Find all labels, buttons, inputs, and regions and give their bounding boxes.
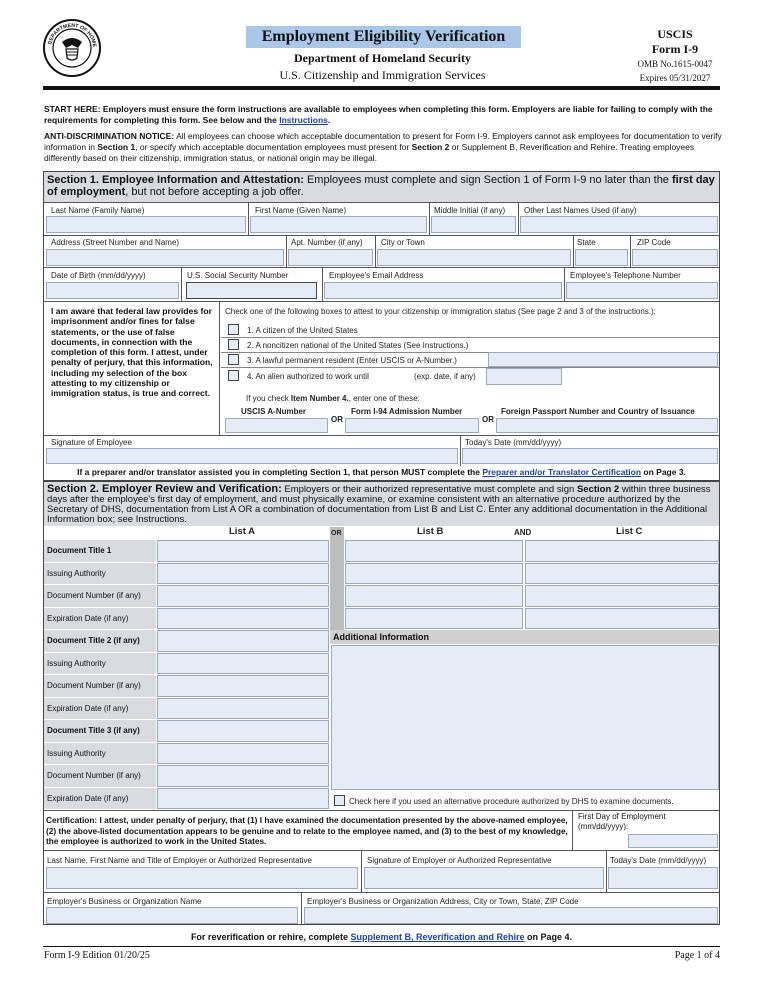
list-a-field[interactable] [157,675,329,697]
middle-initial-field[interactable] [431,216,516,233]
other-last-names-field[interactable] [520,216,718,233]
status-intro: Check one of the following boxes to attest to your citizenship or immigration status (See page 2 and 3 of the instructions.): [225,307,656,316]
status-checkbox-3[interactable] [228,354,239,365]
ssn-field[interactable] [186,282,317,299]
additional-info-header: Additional Information [330,630,719,644]
list-a-row-label: Issuing Authority [44,563,156,585]
business-name-field[interactable] [46,907,298,924]
employee-signature-label: Signature of Employee [51,438,132,447]
start-here-notice: START HERE: Employers must ensure the form instructions are available to employees when completing this form. Employers are liable for failing to comply with the requirements for completing this form. See below and the Instructions. [44,104,713,125]
list-a-field[interactable] [157,608,329,630]
phone-field[interactable] [566,282,718,299]
email-field[interactable] [324,282,562,299]
email-label: Employee's Email Address [329,271,424,280]
employee-date-label: Today's Date (mm/dd/yyyy) [465,438,562,447]
i94-field[interactable] [345,418,479,433]
phone-label: Employee's Telephone Number [570,271,681,280]
employer-name-field[interactable] [46,867,358,889]
preparer-notice: If a preparer and/or translator assisted you in completing Section 1, that person MUST complete the Preparer and/or Translator Certification on Page 3. [77,467,686,477]
list-a-field[interactable] [157,653,329,675]
list-a-row-label: Document Title 3 (if any) [44,720,156,742]
alt-procedure-checkbox[interactable] [334,795,345,806]
employer-signature-field[interactable] [364,867,604,889]
ssn-label: U.S. Social Security Number [187,271,289,280]
dob-field[interactable] [46,282,179,299]
department: Department of Homeland Security [294,51,471,65]
list-a-row-label: Expiration Date (if any) [44,788,156,810]
address-field[interactable] [46,249,284,266]
apt-number-label: Apt. Number (if any) [291,238,363,247]
expiration: Expires 05/31/2027 [639,73,711,83]
item4-instruction: If you check Item Number 4., enter one of these: [246,394,420,403]
passport-label: Foreign Passport Number and Country of Issuance [501,407,695,416]
city-label: City or Town [381,238,425,247]
additional-info-field[interactable] [331,645,719,790]
reverification-notice: For reverification or rehire, complete Supplement B, Reverification and Rehire on Page 4. [190,932,573,942]
list-a-header: List A [229,526,256,537]
section1-heading: Section 1. Employee Information and Attestation: Employees must complete and sign Section 1 of Form I-9 no later than the first day of employment, but not before accepting a job offer. [44,172,719,202]
list-c-field[interactable] [525,563,719,585]
list-a-row-label: Issuing Authority [44,653,156,675]
list-c-field[interactable] [525,608,719,630]
employer-signature-label: Signature of Employer or Authorized Representative [367,856,552,865]
item4-anum-field[interactable] [225,418,328,433]
anti-discrimination-notice: ANTI-DISCRIMINATION NOTICE: All employees can choose which acceptable documentation to present for Form I-9. Employers cannot ask employees for documentation to verify information in Section 1, or specify which acceptable documentation employees must present for Section 2 or Supplement B, Reverification and Rehire. Treating employees differently based on their citizenship, immigration status, or national origin may be illegal. [44,131,722,163]
list-a-field[interactable] [157,698,329,720]
list-c-field[interactable] [525,585,719,607]
zip-field[interactable] [632,249,718,266]
business-name-label: Employer's Business or Organization Name [47,897,202,906]
exp-date-label: (exp. date, if any) [414,372,476,381]
list-b-field[interactable] [345,608,523,630]
dob-label: Date of Birth (mm/dd/yyyy) [51,271,146,280]
status-checkbox-1[interactable] [228,324,239,335]
state-label: State [577,238,596,247]
employer-name-label: Last Name, First Name and Title of Employer or Authorized Representative [47,856,313,865]
business-address-field[interactable] [304,907,718,924]
and-label: AND [514,528,532,537]
section2-heading: Section 2. Employer Review and Verification: Employers or their authorized representative must complete and sign Section 2 within three business days after the employee's first day of employment, and must physically examine, or examine consistent with an alternative procedure authorized by the Secretary of DHS, documentation from List A OR a combination of documentation from List B and List C. Enter any additional documentation in the Additional Information box; see Instructions. [44,482,719,526]
status-option-4: 4. An alien authorized to work until [247,372,369,381]
status-option-1: 1. A citizen of the United States [247,326,358,335]
list-a-row-label: Issuing Authority [44,743,156,765]
state-field[interactable] [575,249,628,266]
first-day-label: First Day of Employment (mm/dd/yyyy): [578,812,666,831]
list-a-row-label: Document Title 1 [44,540,156,562]
list-b-field[interactable] [345,540,523,562]
list-a-field[interactable] [157,563,329,585]
list-a-row-label: Document Title 2 (if any) [44,630,156,652]
business-address-label: Employer's Business or Organization Address, City or Town, State, ZIP Code [307,897,579,906]
alt-procedure-label: Check here if you used an alternative procedure authorized by DHS to examine documents. [349,797,674,806]
form-number: Form I-9 [651,42,699,56]
uscis-a-number-field[interactable] [488,352,718,367]
middle-initial-label: Middle Initial (if any) [434,206,506,215]
list-a-row-label: Document Number (if any) [44,765,156,787]
city-field[interactable] [377,249,571,266]
list-a-field[interactable] [157,630,329,652]
list-b-field[interactable] [345,563,523,585]
list-a-row-label: Expiration Date (if any) [44,698,156,720]
last-name-label: Last Name (Family Name) [51,206,145,215]
first-day-field[interactable] [628,834,718,848]
list-a-field[interactable] [157,540,329,562]
agency: U.S. Citizenship and Immigration Services [279,68,486,82]
list-a-row-label: Document Number (if any) [44,675,156,697]
apt-number-field[interactable] [288,249,373,266]
list-a-field[interactable] [157,788,329,810]
list-a-row-label: Document Number (if any) [44,585,156,607]
list-c-field[interactable] [525,540,719,562]
or-divider [330,527,344,631]
status-checkbox-2[interactable] [228,339,239,350]
first-name-field[interactable] [250,216,427,233]
preparer-certification-link[interactable]: Preparer and/or Translator Certification [482,467,642,477]
page-number: Page 1 of 4 [674,950,720,961]
uscis-label: USCIS [657,27,693,41]
exp-date-field[interactable] [486,368,562,385]
first-name-label: First Name (Given Name) [255,206,347,215]
passport-field[interactable] [496,418,718,433]
attestation-text: I am aware that federal law provides for imprisonment and/or fines for false statements, or the use of false documents, in connection with the completion of this form. I attest, under penalty of perjury, that this information, including my selection of the box attesting to my citizenship or immigration status, is true and correct. [51,306,213,399]
employee-date-field[interactable] [462,448,718,464]
list-a-field[interactable] [157,720,329,742]
status-option-3: 3. A lawful permanent resident (Enter USCIS or A-Number.) [247,356,457,365]
status-checkbox-4[interactable] [228,370,239,381]
edition-label: Form I-9 Edition 01/20/25 [44,950,150,961]
uscis-anum-label: USCIS A-Number [241,407,307,416]
list-b-header: List B [417,526,444,537]
employer-date-field[interactable] [608,867,718,889]
dhs-seal [42,18,102,78]
form-title: Employment Eligibility Verification [246,26,521,48]
other-last-names-label: Other Last Names Used (if any) [524,206,637,215]
or-label-1: OR [331,415,343,424]
list-a-field[interactable] [157,765,329,787]
zip-label: ZIP Code [637,238,671,247]
status-option-2: 2. A noncitizen national of the United States (See Instructions.) [247,341,469,350]
seal-text: DEPARTMENT OF HOME [47,22,98,48]
list-a-field[interactable] [157,743,329,765]
list-a-field[interactable] [157,585,329,607]
i94-label: Form I-94 Admission Number [351,407,463,416]
or-column-label: OR [331,530,342,537]
omb-number: OMB No.1615-0047 [637,59,713,69]
list-b-field[interactable] [345,585,523,607]
list-a-row-label: Expiration Date (if any) [44,608,156,630]
supplement-b-link[interactable]: Supplement B, Reverification and Rehire [350,932,525,942]
employee-signature-field[interactable] [46,448,458,464]
or-label-2: OR [482,415,494,424]
employer-date-label: Today's Date (mm/dd/yyyy) [610,856,707,865]
certification-text: Certification: I attest, under penalty of perjury, that (1) I have examined the documentation presented by the above-named employee, (2) the above-listed documentation appears to be genuine and to relate to the employee named, and (3) to the best of my knowledge, the employee is authorized to work in the United States. [46,815,568,846]
address-label: Address (Street Number and Name) [51,238,180,247]
list-c-header: List C [616,526,643,537]
instructions-link[interactable]: Instructions [279,114,328,125]
header-rule [43,86,720,90]
last-name-field[interactable] [46,216,246,233]
